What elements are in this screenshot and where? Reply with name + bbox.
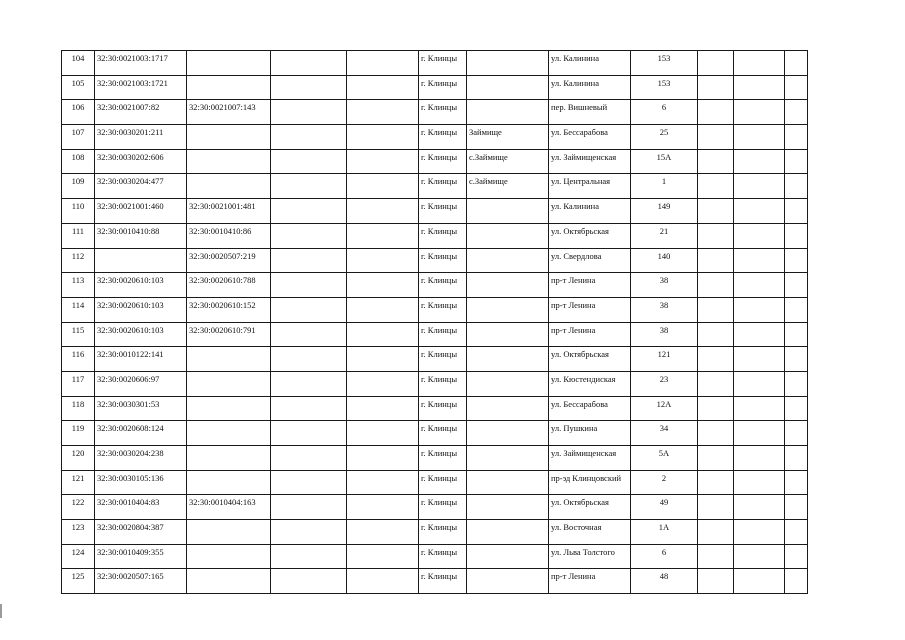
table-row <box>62 520 808 545</box>
empty-cell <box>734 470 785 495</box>
empty-cell <box>698 569 734 594</box>
table-row <box>62 421 808 446</box>
empty-cell <box>698 248 734 273</box>
cadastral-number-cell: 32:30:0010410:88 <box>95 223 187 248</box>
document-page <box>61 50 808 594</box>
house-number-cell: 153 <box>631 51 698 76</box>
row-number-cell: 121 <box>62 470 95 495</box>
street-cell: ул. Займищенская <box>549 446 631 471</box>
cadastral-number-cell: 32:30:0021003:1717 <box>95 51 187 76</box>
cadastral-number-cell: 32:30:0030204:477 <box>95 174 187 199</box>
related-cadastral-number-cell: 32:30:0020610:788 <box>187 273 271 298</box>
house-number-cell: 49 <box>631 495 698 520</box>
street-cell: ул. Октябрьская <box>549 223 631 248</box>
empty-cell <box>271 51 347 76</box>
house-number-cell: 48 <box>631 569 698 594</box>
empty-cell <box>785 544 808 569</box>
empty-cell <box>347 273 419 298</box>
city-cell: г. Клинцы <box>419 273 467 298</box>
empty-cell <box>734 322 785 347</box>
row-number-cell: 106 <box>62 100 95 125</box>
empty-cell <box>347 322 419 347</box>
related-cadastral-number-cell <box>187 396 271 421</box>
settlement-cell <box>467 446 549 471</box>
related-cadastral-number-cell <box>187 75 271 100</box>
settlement-cell <box>467 396 549 421</box>
empty-cell <box>734 248 785 273</box>
empty-cell <box>698 470 734 495</box>
related-cadastral-number-cell <box>187 51 271 76</box>
related-cadastral-number-cell <box>187 421 271 446</box>
empty-cell <box>698 544 734 569</box>
empty-cell <box>347 248 419 273</box>
empty-cell <box>734 520 785 545</box>
row-number-cell: 105 <box>62 75 95 100</box>
row-number-cell: 118 <box>62 396 95 421</box>
row-number-cell: 113 <box>62 273 95 298</box>
settlement-cell <box>467 297 549 322</box>
street-cell: ул. Калинина <box>549 199 631 224</box>
row-number-cell: 125 <box>62 569 95 594</box>
city-cell: г. Клинцы <box>419 125 467 150</box>
settlement-cell: с.Займище <box>467 149 549 174</box>
empty-cell <box>785 100 808 125</box>
empty-cell <box>785 446 808 471</box>
row-number-cell: 104 <box>62 51 95 76</box>
table-row <box>62 569 808 594</box>
related-cadastral-number-cell <box>187 470 271 495</box>
house-number-cell: 149 <box>631 199 698 224</box>
house-number-cell: 6 <box>631 544 698 569</box>
cadastral-number-cell: 32:30:0021007:82 <box>95 100 187 125</box>
empty-cell <box>347 569 419 594</box>
empty-cell <box>347 470 419 495</box>
table-row <box>62 322 808 347</box>
row-number-cell: 119 <box>62 421 95 446</box>
empty-cell <box>734 273 785 298</box>
settlement-cell <box>467 569 549 594</box>
table-row <box>62 544 808 569</box>
city-cell: г. Клинцы <box>419 223 467 248</box>
empty-cell <box>271 273 347 298</box>
street-cell: ул. Октябрьская <box>549 495 631 520</box>
related-cadastral-number-cell: 32:30:0020610:152 <box>187 297 271 322</box>
table-row <box>62 199 808 224</box>
cadastral-number-cell: 32:30:0030201:211 <box>95 125 187 150</box>
related-cadastral-number-cell <box>187 446 271 471</box>
cadastral-number-cell: 32:30:0010404:83 <box>95 495 187 520</box>
related-cadastral-number-cell <box>187 371 271 396</box>
empty-cell <box>347 396 419 421</box>
related-cadastral-number-cell: 32:30:0021007:143 <box>187 100 271 125</box>
related-cadastral-number-cell: 32:30:0010404:163 <box>187 495 271 520</box>
empty-cell <box>347 125 419 150</box>
cadastral-number-cell: 32:30:0020507:165 <box>95 569 187 594</box>
city-cell: г. Клинцы <box>419 297 467 322</box>
house-number-cell: 38 <box>631 322 698 347</box>
empty-cell <box>271 544 347 569</box>
settlement-cell <box>467 199 549 224</box>
empty-cell <box>698 273 734 298</box>
house-number-cell: 21 <box>631 223 698 248</box>
city-cell: г. Клинцы <box>419 199 467 224</box>
empty-cell <box>734 371 785 396</box>
table-row <box>62 273 808 298</box>
empty-cell <box>698 495 734 520</box>
empty-cell <box>347 51 419 76</box>
city-cell: г. Клинцы <box>419 446 467 471</box>
settlement-cell <box>467 371 549 396</box>
street-cell: пр-эд Клинцовский <box>549 470 631 495</box>
empty-cell <box>271 149 347 174</box>
empty-cell <box>785 248 808 273</box>
cadastral-number-cell: 32:30:0020804:387 <box>95 520 187 545</box>
empty-cell <box>271 421 347 446</box>
empty-cell <box>271 174 347 199</box>
empty-cell <box>698 347 734 372</box>
street-cell: ул. Калинина <box>549 51 631 76</box>
related-cadastral-number-cell: 32:30:0021001:481 <box>187 199 271 224</box>
empty-cell <box>734 223 785 248</box>
street-cell: ул. Октябрьская <box>549 347 631 372</box>
row-number-cell: 108 <box>62 149 95 174</box>
empty-cell <box>698 149 734 174</box>
row-number-cell: 117 <box>62 371 95 396</box>
settlement-cell <box>467 520 549 545</box>
cadastral-number-cell: 32:30:0030301:53 <box>95 396 187 421</box>
cadastral-number-cell: 32:30:0030204:238 <box>95 446 187 471</box>
empty-cell <box>271 199 347 224</box>
street-cell: ул. Бессарабова <box>549 125 631 150</box>
empty-cell <box>785 322 808 347</box>
empty-cell <box>734 569 785 594</box>
house-number-cell: 15А <box>631 149 698 174</box>
house-number-cell: 1А <box>631 520 698 545</box>
house-number-cell: 34 <box>631 421 698 446</box>
empty-cell <box>785 273 808 298</box>
table-row <box>62 149 808 174</box>
table-row <box>62 125 808 150</box>
street-cell: ул. Пушкина <box>549 421 631 446</box>
empty-cell <box>698 297 734 322</box>
street-cell: ул. Калинина <box>549 75 631 100</box>
empty-cell <box>698 174 734 199</box>
house-number-cell: 2 <box>631 470 698 495</box>
empty-cell <box>785 223 808 248</box>
house-number-cell: 1 <box>631 174 698 199</box>
settlement-cell <box>467 347 549 372</box>
house-number-cell: 12А <box>631 396 698 421</box>
empty-cell <box>734 75 785 100</box>
register-table <box>61 50 808 594</box>
empty-cell <box>698 322 734 347</box>
city-cell: г. Клинцы <box>419 569 467 594</box>
empty-cell <box>698 75 734 100</box>
table-row <box>62 371 808 396</box>
cadastral-number-cell: 32:30:0020606:97 <box>95 371 187 396</box>
empty-cell <box>271 569 347 594</box>
empty-cell <box>734 347 785 372</box>
empty-cell <box>271 100 347 125</box>
related-cadastral-number-cell: 32:30:0010410:86 <box>187 223 271 248</box>
settlement-cell <box>467 75 549 100</box>
house-number-cell: 23 <box>631 371 698 396</box>
empty-cell <box>734 297 785 322</box>
cadastral-number-cell: 32:30:0030202:606 <box>95 149 187 174</box>
empty-cell <box>734 446 785 471</box>
street-cell: ул. Займищенская <box>549 149 631 174</box>
empty-cell <box>734 149 785 174</box>
empty-cell <box>734 199 785 224</box>
empty-cell <box>734 421 785 446</box>
row-number-cell: 120 <box>62 446 95 471</box>
table-row <box>62 470 808 495</box>
empty-cell <box>271 495 347 520</box>
cadastral-number-cell: 32:30:0020610:103 <box>95 322 187 347</box>
empty-cell <box>271 396 347 421</box>
empty-cell <box>785 421 808 446</box>
empty-cell <box>785 371 808 396</box>
empty-cell <box>698 100 734 125</box>
street-cell: ул. Льва Толстого <box>549 544 631 569</box>
empty-cell <box>347 199 419 224</box>
row-number-cell: 116 <box>62 347 95 372</box>
table-row <box>62 248 808 273</box>
settlement-cell <box>467 100 549 125</box>
cadastral-number-cell: 32:30:0021001:460 <box>95 199 187 224</box>
empty-cell <box>785 75 808 100</box>
empty-cell <box>347 75 419 100</box>
street-cell: ул. Бессарабова <box>549 396 631 421</box>
cadastral-number-cell: 32:30:0030105:136 <box>95 470 187 495</box>
street-cell: пр-т Ленина <box>549 322 631 347</box>
empty-cell <box>698 199 734 224</box>
empty-cell <box>698 446 734 471</box>
empty-cell <box>347 297 419 322</box>
empty-cell <box>347 446 419 471</box>
city-cell: г. Клинцы <box>419 174 467 199</box>
empty-cell <box>271 470 347 495</box>
empty-cell <box>271 125 347 150</box>
empty-cell <box>734 544 785 569</box>
street-cell: пр-т Ленина <box>549 273 631 298</box>
city-cell: г. Клинцы <box>419 544 467 569</box>
empty-cell <box>271 520 347 545</box>
street-cell: ул. Центральная <box>549 174 631 199</box>
house-number-cell: 121 <box>631 347 698 372</box>
house-number-cell: 25 <box>631 125 698 150</box>
house-number-cell: 5А <box>631 446 698 471</box>
related-cadastral-number-cell <box>187 544 271 569</box>
row-number-cell: 110 <box>62 199 95 224</box>
empty-cell <box>785 495 808 520</box>
empty-cell <box>734 125 785 150</box>
table-row <box>62 223 808 248</box>
street-cell: пер. Вишневый <box>549 100 631 125</box>
house-number-cell: 6 <box>631 100 698 125</box>
related-cadastral-number-cell <box>187 520 271 545</box>
settlement-cell <box>467 273 549 298</box>
empty-cell <box>785 51 808 76</box>
street-cell: пр-т Ленина <box>549 569 631 594</box>
empty-cell <box>785 149 808 174</box>
city-cell: г. Клинцы <box>419 396 467 421</box>
table-row <box>62 347 808 372</box>
city-cell: г. Клинцы <box>419 520 467 545</box>
city-cell: г. Клинцы <box>419 421 467 446</box>
cadastral-number-cell: 32:30:0010409:355 <box>95 544 187 569</box>
city-cell: г. Клинцы <box>419 347 467 372</box>
house-number-cell: 38 <box>631 273 698 298</box>
row-number-cell: 123 <box>62 520 95 545</box>
empty-cell <box>698 51 734 76</box>
city-cell: г. Клинцы <box>419 75 467 100</box>
empty-cell <box>785 396 808 421</box>
empty-cell <box>347 100 419 125</box>
cadastral-number-cell: 32:30:0010122:141 <box>95 347 187 372</box>
settlement-cell <box>467 495 549 520</box>
cadastral-number-cell: 32:30:0021003:1721 <box>95 75 187 100</box>
table-row <box>62 495 808 520</box>
register-table-body <box>62 51 808 594</box>
empty-cell <box>347 421 419 446</box>
empty-cell <box>785 174 808 199</box>
empty-cell <box>271 223 347 248</box>
settlement-cell <box>467 544 549 569</box>
empty-cell <box>271 322 347 347</box>
empty-cell <box>734 174 785 199</box>
empty-cell <box>785 569 808 594</box>
cadastral-number-cell <box>95 248 187 273</box>
empty-cell <box>785 347 808 372</box>
table-row <box>62 174 808 199</box>
empty-cell <box>347 149 419 174</box>
street-cell: пр-т Ленина <box>549 297 631 322</box>
city-cell: г. Клинцы <box>419 149 467 174</box>
empty-cell <box>271 297 347 322</box>
related-cadastral-number-cell: 32:30:0020610:791 <box>187 322 271 347</box>
settlement-cell <box>467 470 549 495</box>
settlement-cell: Займище <box>467 125 549 150</box>
row-number-cell: 111 <box>62 223 95 248</box>
related-cadastral-number-cell <box>187 569 271 594</box>
row-number-cell: 112 <box>62 248 95 273</box>
empty-cell <box>734 495 785 520</box>
empty-cell <box>785 470 808 495</box>
related-cadastral-number-cell <box>187 347 271 372</box>
empty-cell <box>698 125 734 150</box>
row-number-cell: 107 <box>62 125 95 150</box>
city-cell: г. Клинцы <box>419 51 467 76</box>
empty-cell <box>785 125 808 150</box>
table-row <box>62 396 808 421</box>
city-cell: г. Клинцы <box>419 371 467 396</box>
empty-cell <box>698 396 734 421</box>
empty-cell <box>734 396 785 421</box>
related-cadastral-number-cell <box>187 149 271 174</box>
empty-cell <box>347 371 419 396</box>
empty-cell <box>347 495 419 520</box>
row-number-cell: 124 <box>62 544 95 569</box>
house-number-cell: 140 <box>631 248 698 273</box>
empty-cell <box>785 520 808 545</box>
house-number-cell: 38 <box>631 297 698 322</box>
cadastral-number-cell: 32:30:0020610:103 <box>95 273 187 298</box>
settlement-cell: с.Займище <box>467 174 549 199</box>
row-number-cell: 109 <box>62 174 95 199</box>
empty-cell <box>734 100 785 125</box>
empty-cell <box>347 520 419 545</box>
empty-cell <box>271 446 347 471</box>
street-cell: ул. Восточная <box>549 520 631 545</box>
settlement-cell <box>467 51 549 76</box>
empty-cell <box>271 248 347 273</box>
city-cell: г. Клинцы <box>419 495 467 520</box>
row-number-cell: 122 <box>62 495 95 520</box>
empty-cell <box>347 174 419 199</box>
city-cell: г. Клинцы <box>419 322 467 347</box>
settlement-cell <box>467 322 549 347</box>
empty-cell <box>271 75 347 100</box>
house-number-cell: 153 <box>631 75 698 100</box>
table-row <box>62 446 808 471</box>
related-cadastral-number-cell <box>187 174 271 199</box>
settlement-cell <box>467 223 549 248</box>
empty-cell <box>698 371 734 396</box>
settlement-cell <box>467 421 549 446</box>
empty-cell <box>271 371 347 396</box>
row-number-cell: 114 <box>62 297 95 322</box>
empty-cell <box>785 297 808 322</box>
table-row <box>62 297 808 322</box>
table-row <box>62 75 808 100</box>
city-cell: г. Клинцы <box>419 100 467 125</box>
cadastral-number-cell: 32:30:0020608:124 <box>95 421 187 446</box>
cadastral-number-cell: 32:30:0020610:103 <box>95 297 187 322</box>
empty-cell <box>698 421 734 446</box>
street-cell: ул. Кюстендиская <box>549 371 631 396</box>
empty-cell <box>347 347 419 372</box>
related-cadastral-number-cell: 32:30:0020507:219 <box>187 248 271 273</box>
empty-cell <box>347 544 419 569</box>
empty-cell <box>698 223 734 248</box>
settlement-cell <box>467 248 549 273</box>
scan-margin-mark <box>0 604 2 618</box>
city-cell: г. Клинцы <box>419 248 467 273</box>
street-cell: ул. Свердлова <box>549 248 631 273</box>
row-number-cell: 115 <box>62 322 95 347</box>
empty-cell <box>698 520 734 545</box>
table-row <box>62 51 808 76</box>
empty-cell <box>785 199 808 224</box>
related-cadastral-number-cell <box>187 125 271 150</box>
empty-cell <box>271 347 347 372</box>
table-row <box>62 100 808 125</box>
city-cell: г. Клинцы <box>419 470 467 495</box>
empty-cell <box>347 223 419 248</box>
empty-cell <box>734 51 785 76</box>
